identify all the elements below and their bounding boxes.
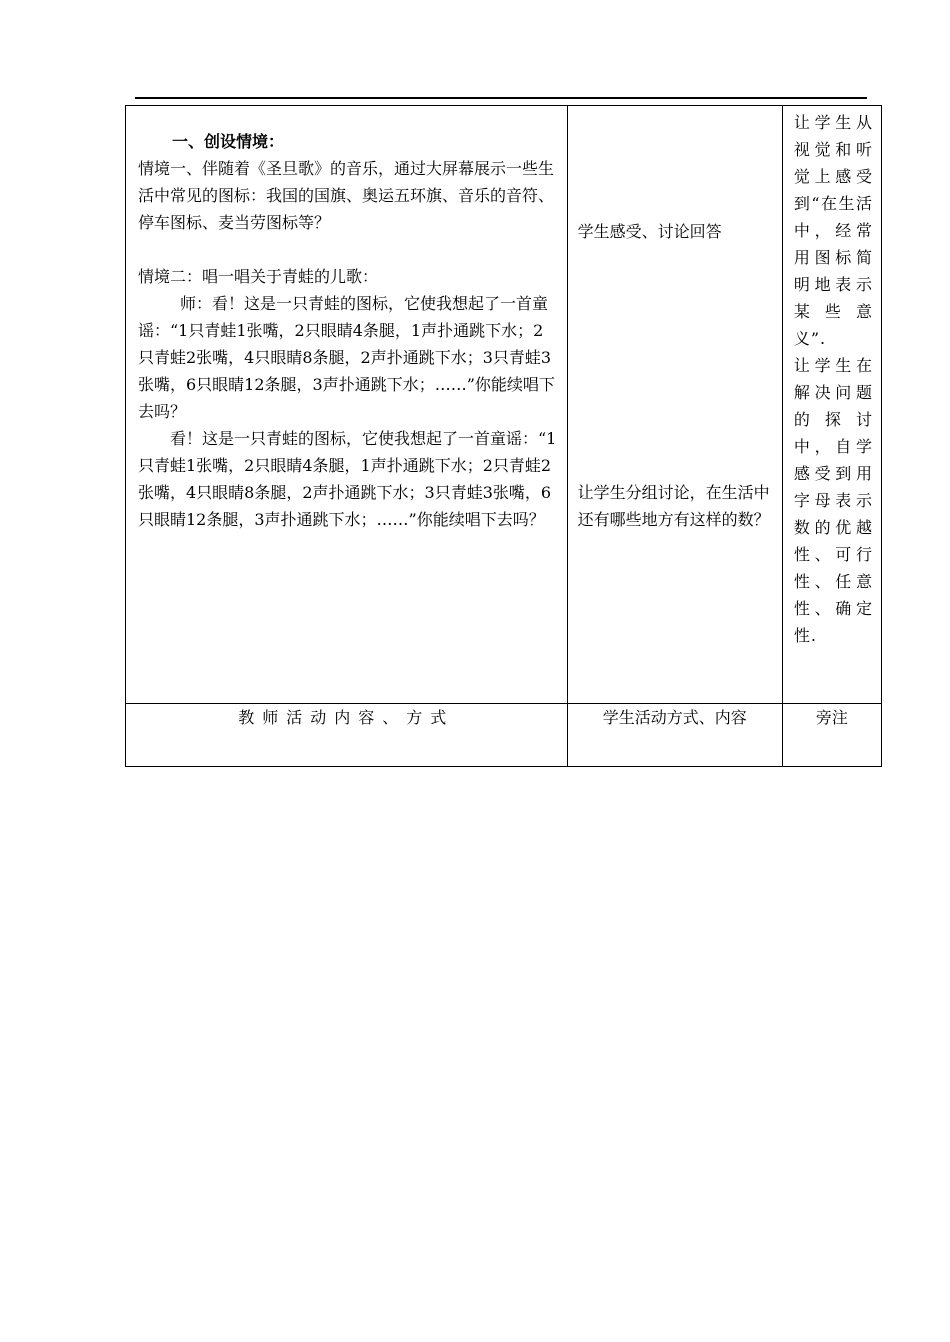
teacher-content-cell: [126, 106, 568, 704]
header-row: [126, 704, 882, 767]
scenario-two-title: 情境二：唱一唱关于青蛙的儿歌：: [138, 267, 379, 286]
student-activity-2: 让学生分组讨论，在生活中还有哪些地方有这样的数？: [577, 483, 770, 529]
student-header-cell: [567, 704, 782, 767]
teacher-header-label: 教师活动内容、方式: [238, 708, 455, 727]
student-header-label: 学生活动方式、内容: [602, 708, 747, 727]
teacher-speech: 师：看！这是一只青蛙的图标，它使我想起了一首童谣：“1只青蛙1张嘴，2只眼睛4条腿，1声扑通跳下水；2只青蛙2张嘴，4只眼睛8条腿，2声扑通跳下水；3只青蛙3张嘴，6只眼睛12条腿，3声扑通跳下水；……”你能续唱下去吗？: [138, 294, 555, 421]
scenario-one-text: 情境一、伴随着《圣旦歌》的音乐，通过大屏幕展示一些生活中常见的图标：我国的国旗、奥运五环旗、音乐的音符、停车图标、麦当劳图标等？: [138, 159, 555, 232]
notes-cell: [782, 106, 881, 704]
section-title: 一、创设情境：: [172, 132, 285, 151]
note-2: 让学生在解决问题的探讨中，自学感受到用字母表示数的优越性、可行性、任意性、确定性.: [793, 356, 873, 645]
header-rule: [135, 97, 867, 99]
content-row: [126, 106, 882, 704]
student-activity-1: 学生感受、讨论回答: [577, 222, 722, 241]
notes-header-cell: [782, 704, 881, 767]
blank-line: [138, 236, 559, 263]
repeat-speech: 看！这是一只青蛙的图标，它使我想起了一首童谣：“1只青蛙1张嘴，2只眼睛4条腿，1声扑通跳下水；2只青蛙2张嘴，4只眼睛8条腿，2声扑通跳下水；3只青蛙3张嘴，6只眼睛12条腿，3声扑通跳下水；……”你能续唱下去吗？: [138, 429, 557, 529]
notes-header-label: 旁注: [815, 708, 848, 727]
teacher-header-cell: [126, 704, 568, 767]
student-activity-cell: [567, 106, 782, 704]
note-1: 让学生从视觉和听觉上感受到“在生活中，经常用图标简明地表示某些意义”.: [793, 113, 873, 348]
lesson-plan-table: [125, 105, 882, 767]
